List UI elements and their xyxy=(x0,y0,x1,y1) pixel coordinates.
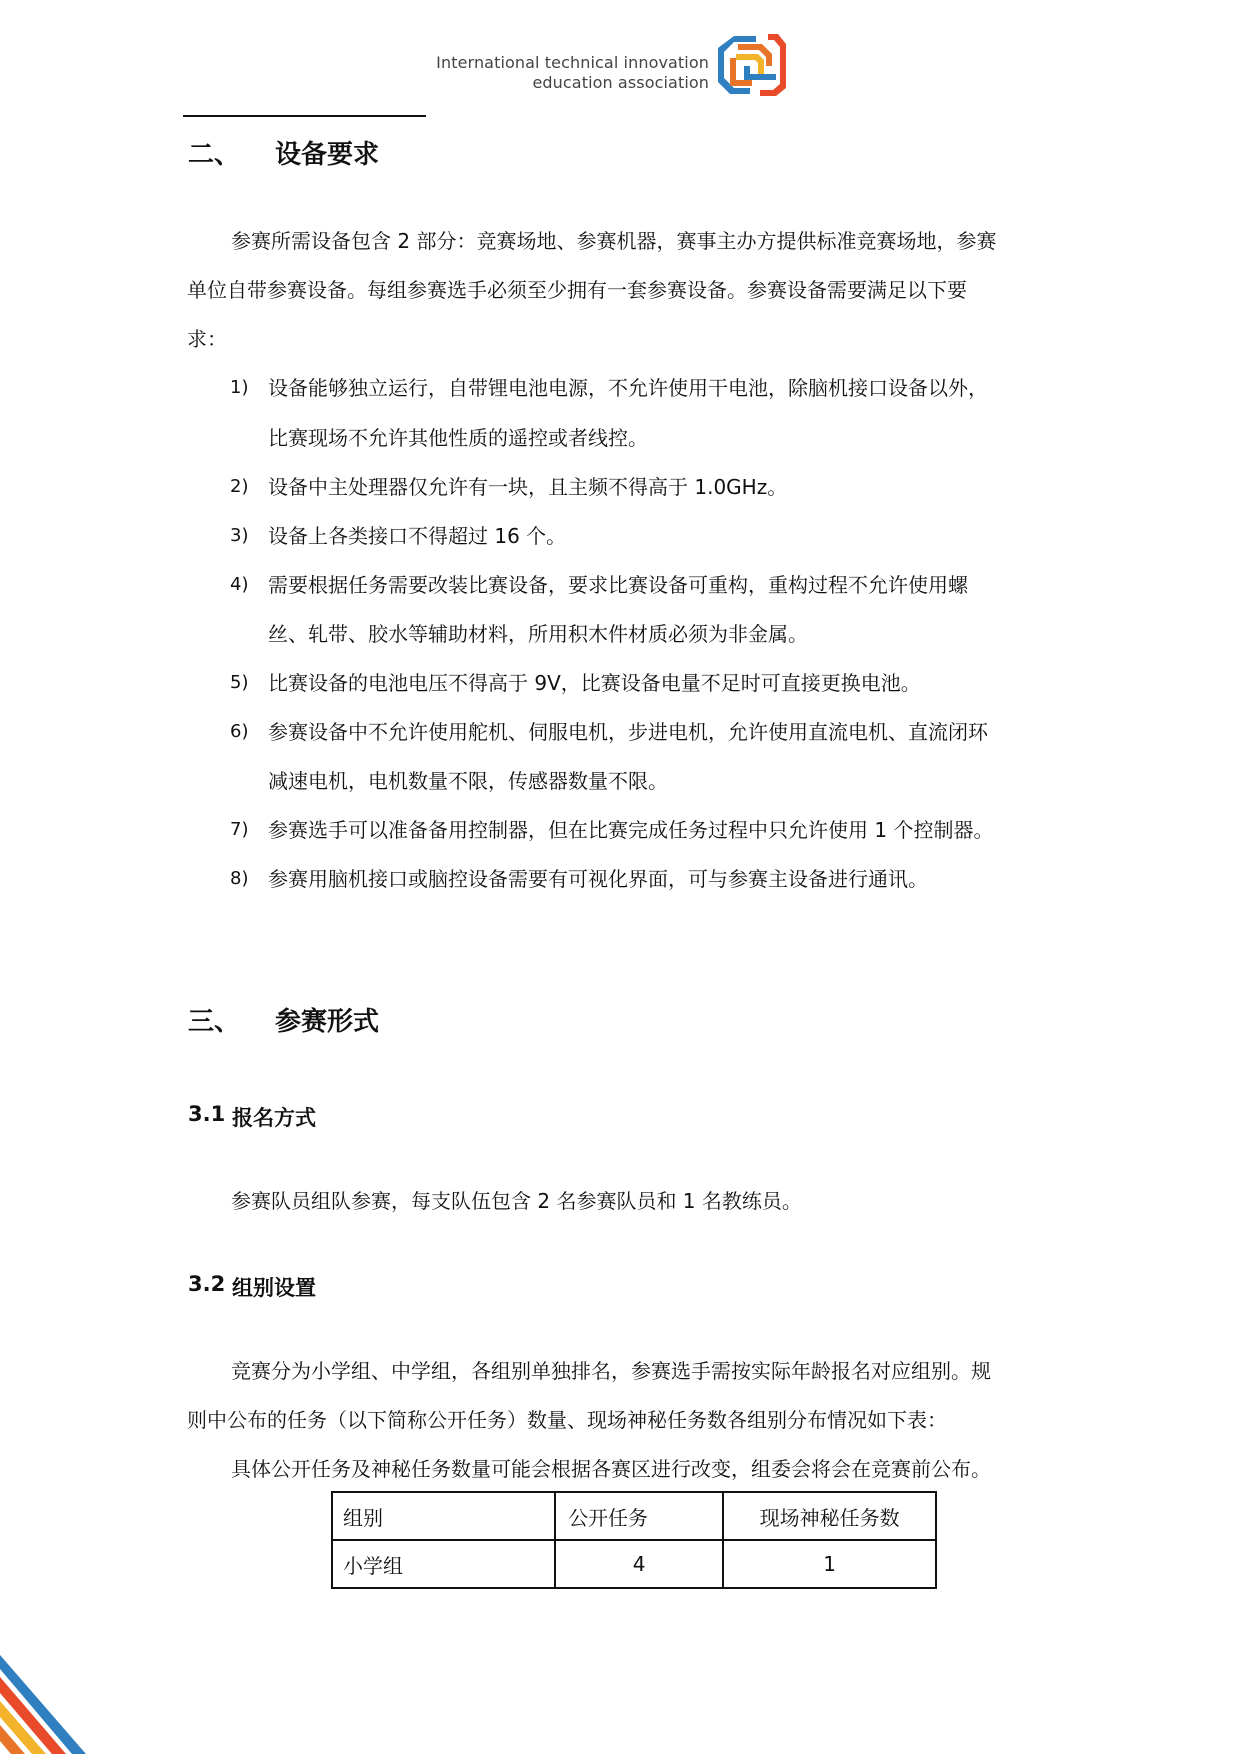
subsection-3-2-line1: 竞赛分为小学组、中学组，各组别单独排名，参赛选手需按实际年龄报名对应组别。规 xyxy=(231,1359,991,1383)
subsection-3-2-line2: 则中公布的任务（以下简称公开任务）数量、现场神秘任务数各组别分布情况如下表： xyxy=(187,1408,947,1432)
list-item-number: 6) xyxy=(230,721,249,742)
list-item-text: 减速电机，电机数量不限，传感器数量不限。 xyxy=(268,769,668,793)
list-item-number: 4) xyxy=(230,574,249,595)
list-item-text: 参赛用脑机接口或脑控设备需要有可视化界面，可与参赛主设备进行通讯。 xyxy=(268,867,928,891)
list-item-text: 设备中主处理器仅允许有一块，且主频不得高于 1.0GHz。 xyxy=(268,475,788,499)
list-item xyxy=(230,560,1080,609)
list-item-text: 比赛设备的电池电压不得高于 9V，比赛设备电量不足时可直接更换电池。 xyxy=(268,671,921,695)
section-3-number: 三、 xyxy=(188,1007,241,1037)
table-cell: 1 xyxy=(723,1540,936,1588)
list-item-text: 需要根据任务需要改装比赛设备，要求比赛设备可重构，重构过程不允许使用螺 xyxy=(268,573,968,597)
list-item-text: 比赛现场不允许其他性质的遥控或者线控。 xyxy=(268,426,648,450)
list-item-number: 7) xyxy=(230,819,249,840)
list-item xyxy=(230,805,1080,854)
subsection-3-2-number: 3.2 xyxy=(188,1272,226,1296)
table-header-cell: 组别 xyxy=(332,1492,555,1540)
subsection-3-1-number: 3.1 xyxy=(188,1102,226,1126)
organization-name-line1: International technical innovation xyxy=(436,53,709,72)
subsection-3-2-title: 组别设置 xyxy=(232,1276,316,1300)
section-2-intro-line3: 求： xyxy=(187,327,227,351)
list-item-number: 2) xyxy=(230,476,249,497)
section-2-intro xyxy=(187,216,1077,266)
table-cell: 4 xyxy=(555,1540,723,1588)
list-item xyxy=(230,658,1080,707)
list-item xyxy=(230,854,1080,903)
list-item-continuation xyxy=(230,609,1080,658)
table-header-cell: 现场神秘任务数 xyxy=(723,1492,936,1540)
list-item xyxy=(230,511,1080,560)
list-item-number: 3) xyxy=(230,525,249,546)
list-item-text: 丝、轧带、胶水等辅助材料，所用积木件材质必须为非金属。 xyxy=(268,622,808,646)
subsection-3-2-line3: 具体公开任务及神秘任务数量可能会根据各赛区进行改变，组委会将会在竞赛前公布。 xyxy=(231,1457,991,1481)
table-cell: 小学组 xyxy=(332,1540,555,1588)
section-2-intro-line1: 参赛所需设备包含 2 部分：竞赛场地、参赛机器，赛事主办方提供标准竞赛场地，参赛 xyxy=(231,229,997,253)
list-item-number: 8) xyxy=(230,868,249,889)
list-item-text: 参赛选手可以准备备用控制器，但在比赛完成任务过程中只允许使用 1 个控制器。 xyxy=(268,818,994,842)
table-header-row xyxy=(332,1492,936,1540)
section-2-number: 二、 xyxy=(188,140,241,170)
header-rule xyxy=(183,115,426,117)
section-3-title: 参赛形式 xyxy=(275,1007,380,1037)
subsection-3-1-title: 报名方式 xyxy=(232,1106,316,1130)
organization-name-line2: education association xyxy=(532,73,709,92)
list-item-text: 设备能够独立运行，自带锂电池电源，不允许使用干电池，除脑机接口设备以外， xyxy=(268,376,988,400)
list-item-number: 1) xyxy=(230,377,249,398)
list-item xyxy=(230,462,1080,511)
table-row xyxy=(332,1540,936,1588)
section-2-title: 设备要求 xyxy=(275,140,380,170)
list-item xyxy=(230,363,1080,413)
section-2-intro-line2: 单位自带参赛设备。每组参赛选手必须至少拥有一套参赛设备。参赛设备需要满足以下要 xyxy=(187,278,967,302)
list-item xyxy=(230,707,1080,756)
table-header-cell: 公开任务 xyxy=(555,1492,723,1540)
requirements-list xyxy=(230,363,1080,903)
list-item-text: 参赛设备中不允许使用舵机、伺服电机，步进电机，允许使用直流电机、直流闭环 xyxy=(268,720,988,744)
list-item-number: 5) xyxy=(230,672,249,693)
list-item-text: 设备上各类接口不得超过 16 个。 xyxy=(268,524,567,548)
list-item-continuation xyxy=(230,756,1080,805)
organization-name xyxy=(436,53,709,93)
list-item-continuation xyxy=(230,413,1080,462)
group-task-table xyxy=(331,1491,937,1589)
subsection-3-1-text: 参赛队员组队参赛，每支队伍包含 2 名参赛队员和 1 名教练员。 xyxy=(231,1189,802,1213)
decorative-corner-stripes xyxy=(0,1655,92,1754)
association-logo xyxy=(716,30,788,100)
